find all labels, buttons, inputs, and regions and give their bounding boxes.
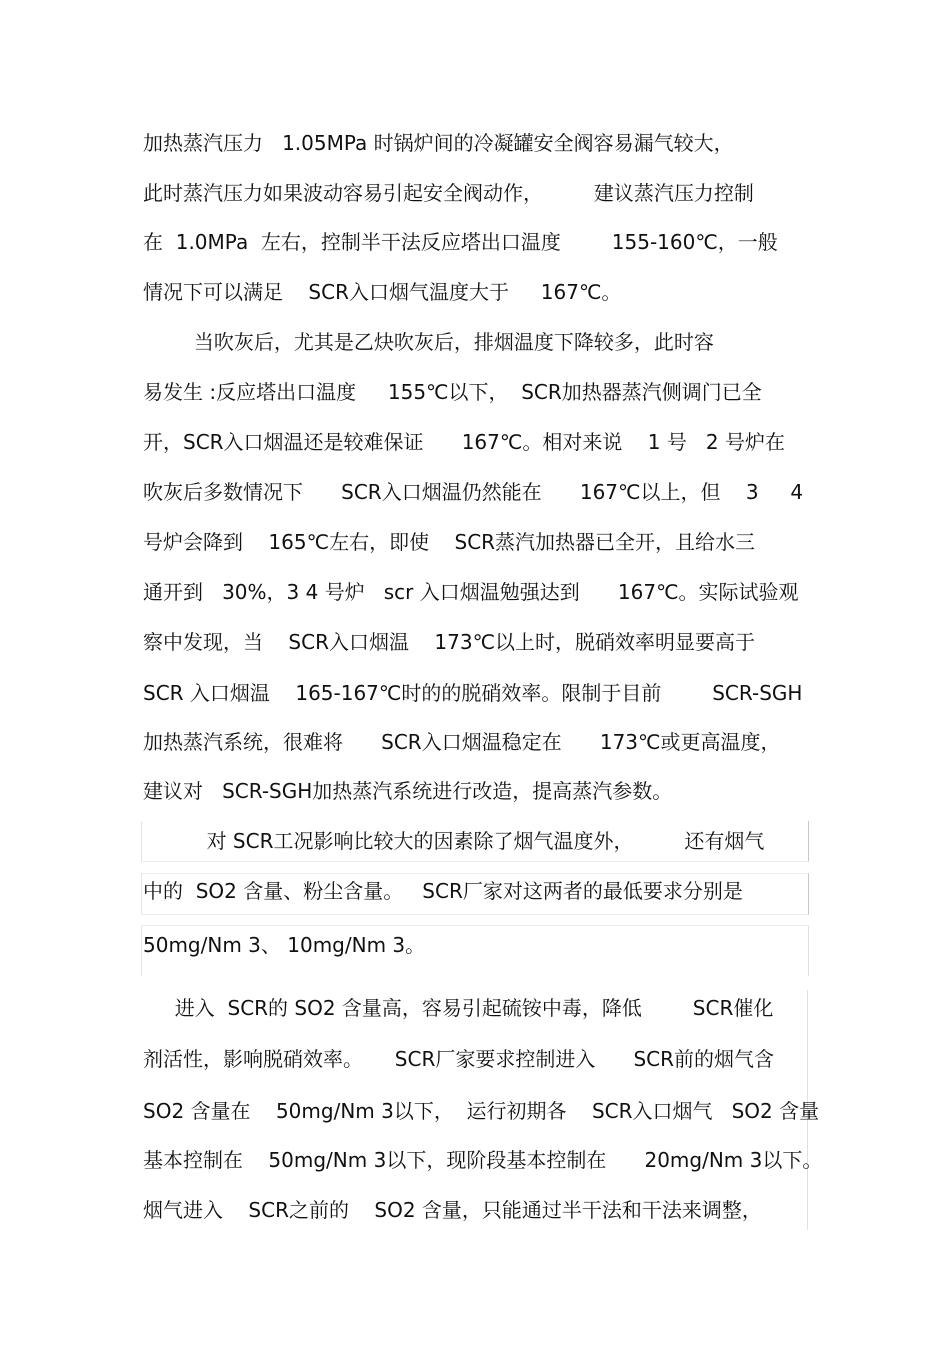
text-line: 中的 SO2 含量、粉尘含量。 SCR厂家对这两者的最低要求分别是	[143, 879, 743, 903]
text-line: 剂活性，影响脱硝效率。 SCR厂家要求控制进入 SCR前的烟气含	[143, 1047, 775, 1071]
text-line: 基本控制在 50mg/Nm 3以下，现阶段基本控制在 20mg/Nm 3以下。	[143, 1148, 823, 1172]
text-line: 当吹灰后，尤其是乙炔吹灰后，排烟温度下降较多，此时容	[143, 330, 714, 354]
text-line: 吹灰后多数情况下 SCR入口烟温仍然能在 167℃以上，但 3 4	[143, 480, 804, 504]
text-line: 察中发现，当 SCR入口烟温 173℃以上时，脱硝效率明显要高于	[143, 630, 756, 654]
text-line: 通开到 30%，3 4 号炉 scr 入口烟温勉强达到 167℃。实际试验观	[143, 580, 799, 604]
text-line: 加热蒸汽系统，很难将 SCR入口烟温稳定在 173℃或更高温度，	[143, 730, 781, 754]
text-line: 易发生 :反应塔出口温度 155℃以下， SCR加热器蒸汽侧调门已全	[143, 380, 762, 404]
text-line: SCR 入口烟温 165-167℃时的的脱硝效率。限制于目前 SCR-SGH	[143, 681, 803, 705]
text-line: 号炉会降到 165℃左右，即使 SCR蒸汽加热器已全开，且给水三	[143, 530, 756, 554]
text-line: 开，SCR入口烟温还是较难保证 167℃。相对来说 1 号 2 号炉在	[143, 430, 786, 454]
text-line: 50mg/Nm 3、 10mg/Nm 3。	[143, 933, 426, 957]
text-line: 加热蒸汽压力 1.05MPa 时锅炉间的冷凝罐安全阀容易漏气较大，	[143, 131, 734, 155]
text-line: 对 SCR工况影响比较大的因素除了烟气温度外， 还有烟气	[143, 829, 765, 853]
text-line: 在 1.0MPa 左右，控制半干法反应塔出口温度 155-160℃，一般	[143, 230, 778, 254]
text-line: 烟气进入 SCR之前的 SO2 含量，只能通过半干法和干法来调整，	[143, 1198, 762, 1222]
text-line: SO2 含量在 50mg/Nm 3以下， 运行初期各 SCR入口烟气 SO2 含量	[143, 1099, 820, 1123]
text-line: 情况下可以满足 SCR入口烟气温度大于 167℃。	[143, 280, 622, 304]
text-line: 建议对 SCR-SGH加热蒸汽系统进行改造，提高蒸汽参数。	[143, 779, 673, 803]
text-line: 此时蒸汽压力如果波动容易引起安全阀动作， 建议蒸汽压力控制	[143, 181, 754, 205]
text-line: 进入 SCR的 SO2 含量高，容易引起硫铵中毒，降低 SCR催化	[143, 996, 774, 1020]
